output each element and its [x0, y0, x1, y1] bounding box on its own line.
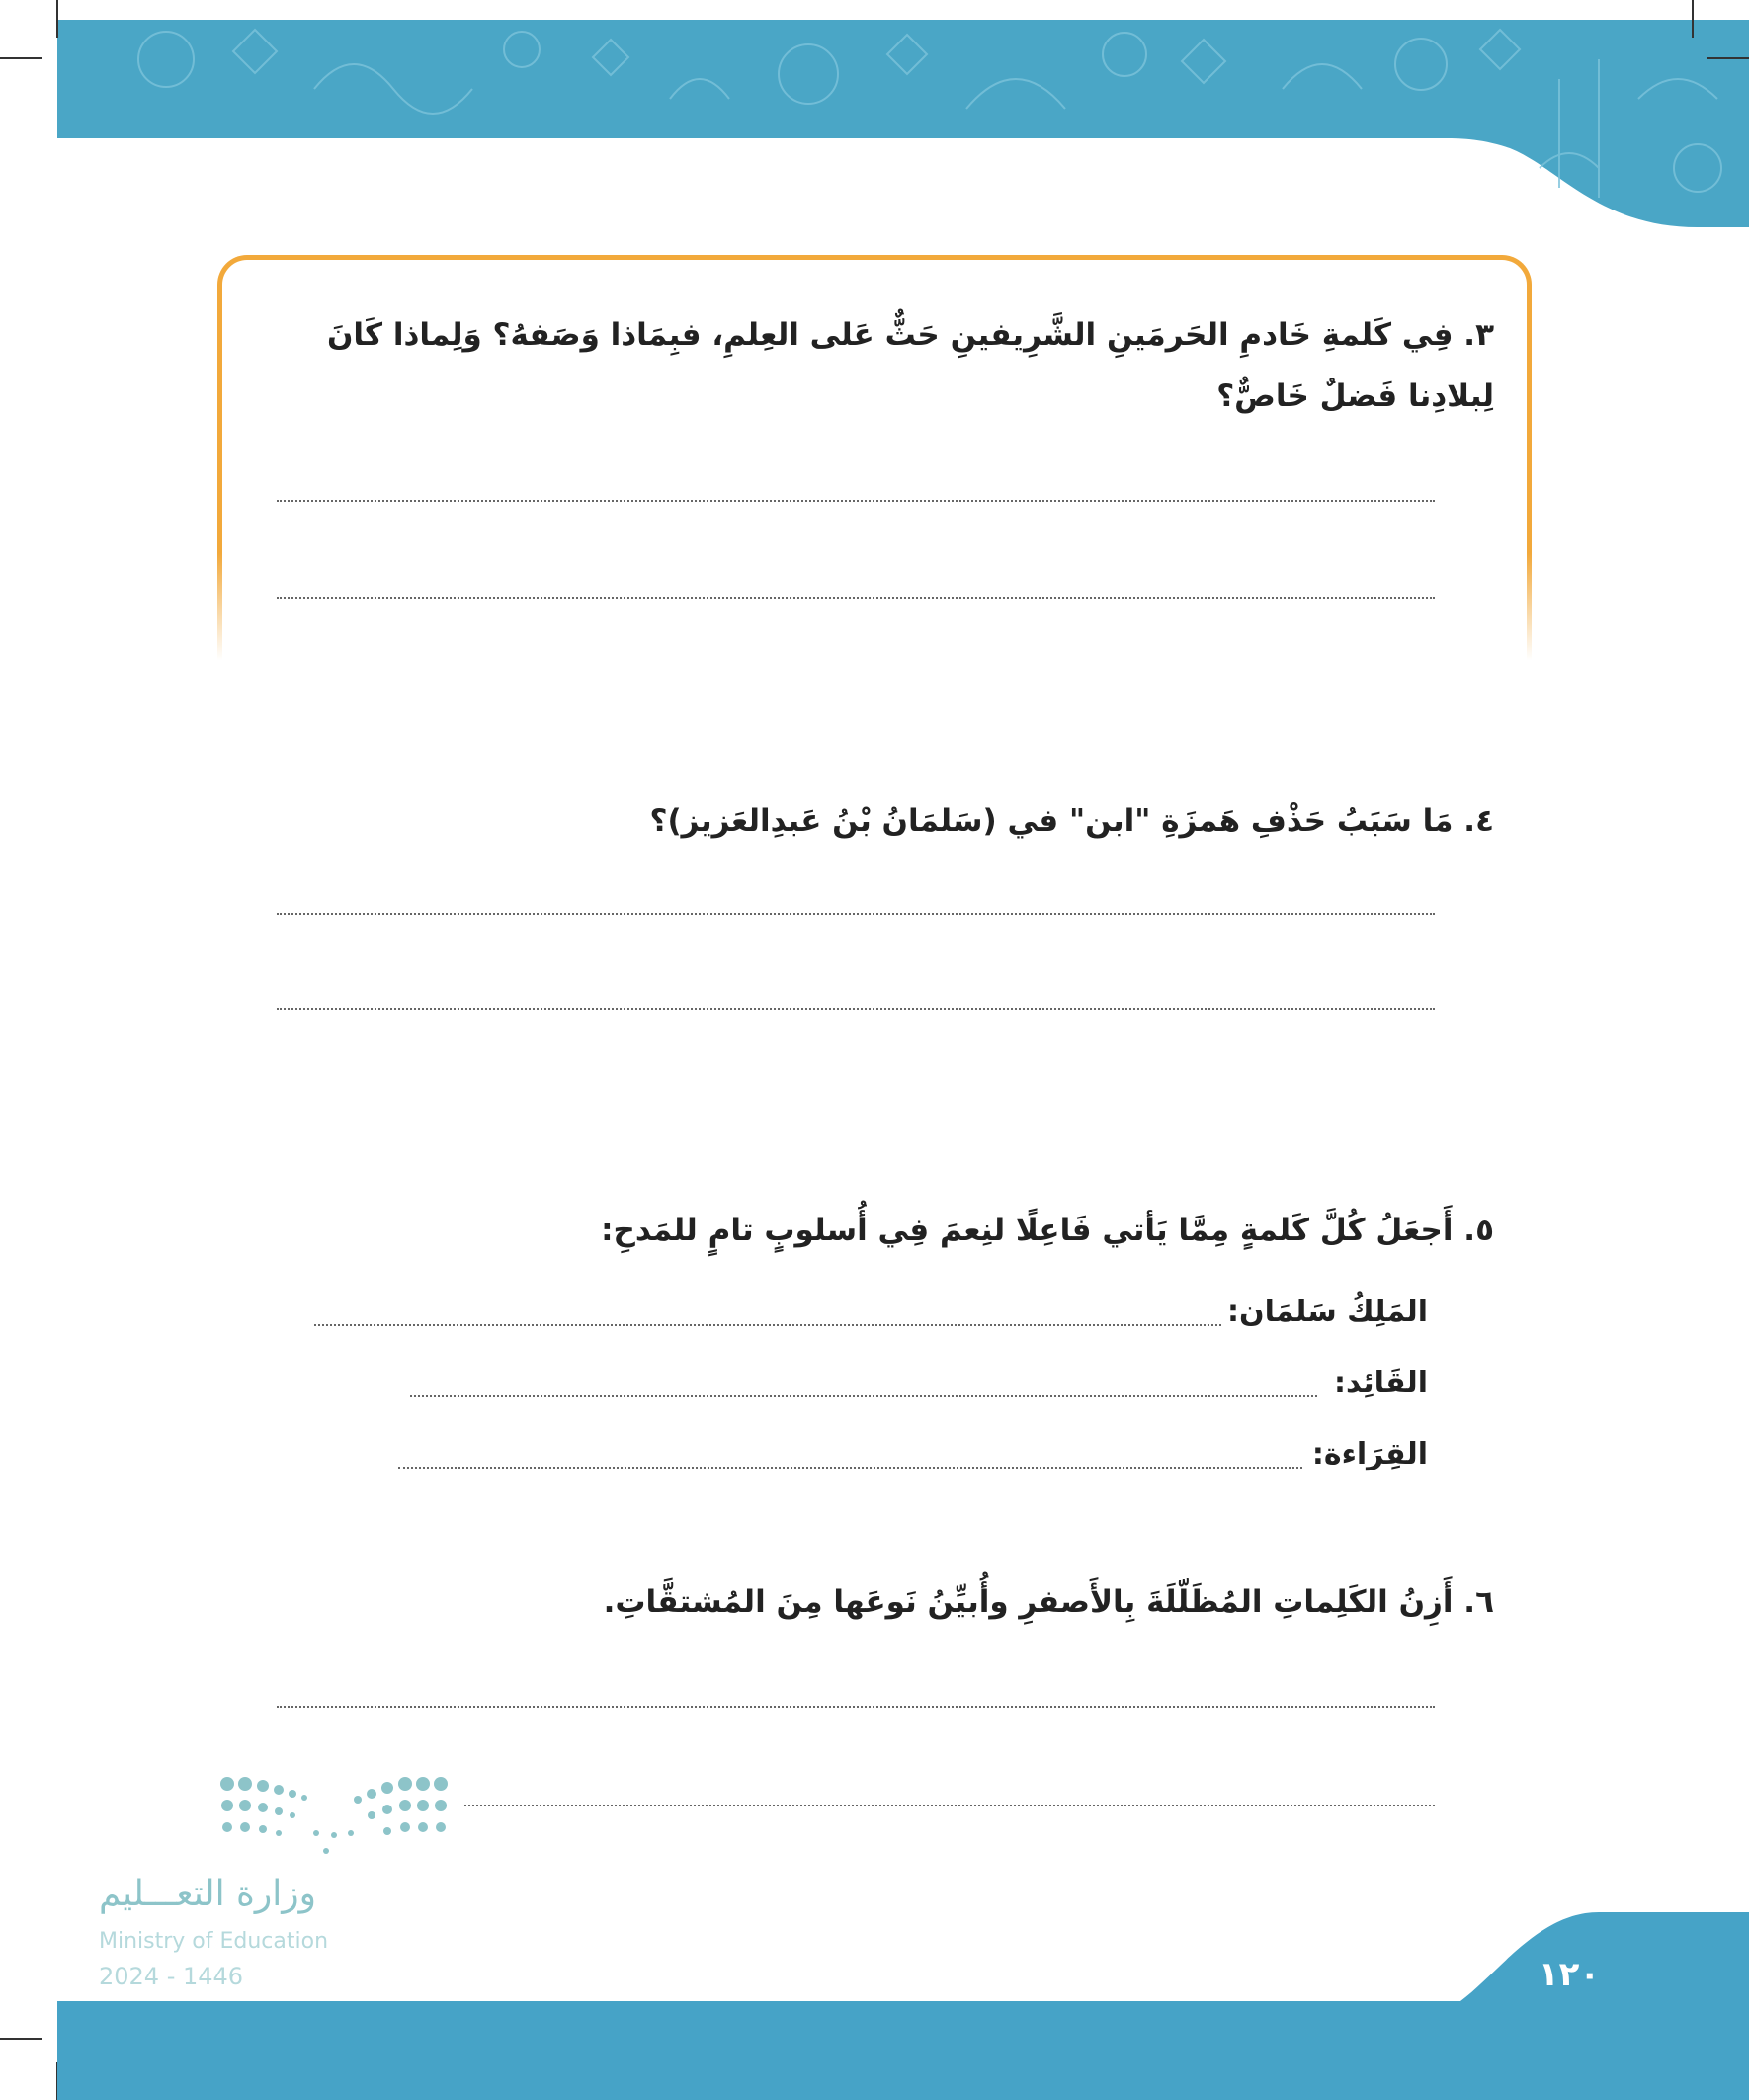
- ministry-logo-icon: [217, 1774, 464, 1873]
- footer-banner: [57, 1912, 1749, 2100]
- logo-year: 2024 - 1446: [99, 1963, 244, 1990]
- ministry-name-english: Ministry of Education: [99, 1929, 329, 1954]
- crop-mark: [0, 57, 42, 59]
- answer-line[interactable]: [314, 1324, 1221, 1326]
- answer-line[interactable]: [398, 1467, 1302, 1469]
- answer-line[interactable]: [464, 1805, 1435, 1806]
- question-3-text: ٣. فِي كَلمةِ خَادمِ الحَرمَينِ الشَّرِيفينِ حَثٌّ عَلى العِلمِ، فبِمَاذا وَصَفهُ؟ وَلِماذا كَانَ لِبلادِنا فَضلٌ خَاصٌّ؟: [326, 317, 1494, 414]
- page-number: ١٢٠: [1538, 1955, 1601, 1994]
- answer-line[interactable]: [410, 1395, 1317, 1397]
- frame-fade: [208, 553, 1541, 672]
- item-label: القَائِد:: [1334, 1366, 1428, 1400]
- question-6-text: ٦. أَزِنُ الكَلِماتِ المُظَلّلَةَ بِالأَصفرِ وأُبيِّنُ نَوعَها مِنَ المُشتقَّاتِ.: [603, 1584, 1494, 1620]
- answer-line[interactable]: [277, 597, 1435, 599]
- answer-line[interactable]: [277, 1008, 1435, 1010]
- question-5-text: ٥. أَجعَلُ كُلَّ كَلمةٍ مِمَّا يَأتي فَاعِلًا لنِعمَ فِي أُسلوبٍ تامٍ للمَدحِ:: [601, 1213, 1494, 1248]
- answer-line[interactable]: [277, 500, 1435, 502]
- crop-mark: [56, 0, 58, 38]
- ministry-name-arabic: وزارة التعـــليم: [99, 1874, 317, 1914]
- crop-mark: [1692, 0, 1694, 38]
- answer-line[interactable]: [277, 1706, 1435, 1708]
- question-4-text: ٤. مَا سَبَبُ حَذْفِ هَمزَةِ "ابن" في (سَلمَانُ بْنُ عَبدِالعَزيز)؟: [649, 803, 1494, 839]
- crop-mark: [1707, 57, 1749, 59]
- item-label: القِرَاءة:: [1311, 1437, 1428, 1471]
- header-banner: [57, 20, 1749, 227]
- crop-mark: [0, 2038, 42, 2040]
- answer-line[interactable]: [277, 913, 1435, 915]
- item-label: المَلِكُ سَلمَان:: [1226, 1295, 1428, 1329]
